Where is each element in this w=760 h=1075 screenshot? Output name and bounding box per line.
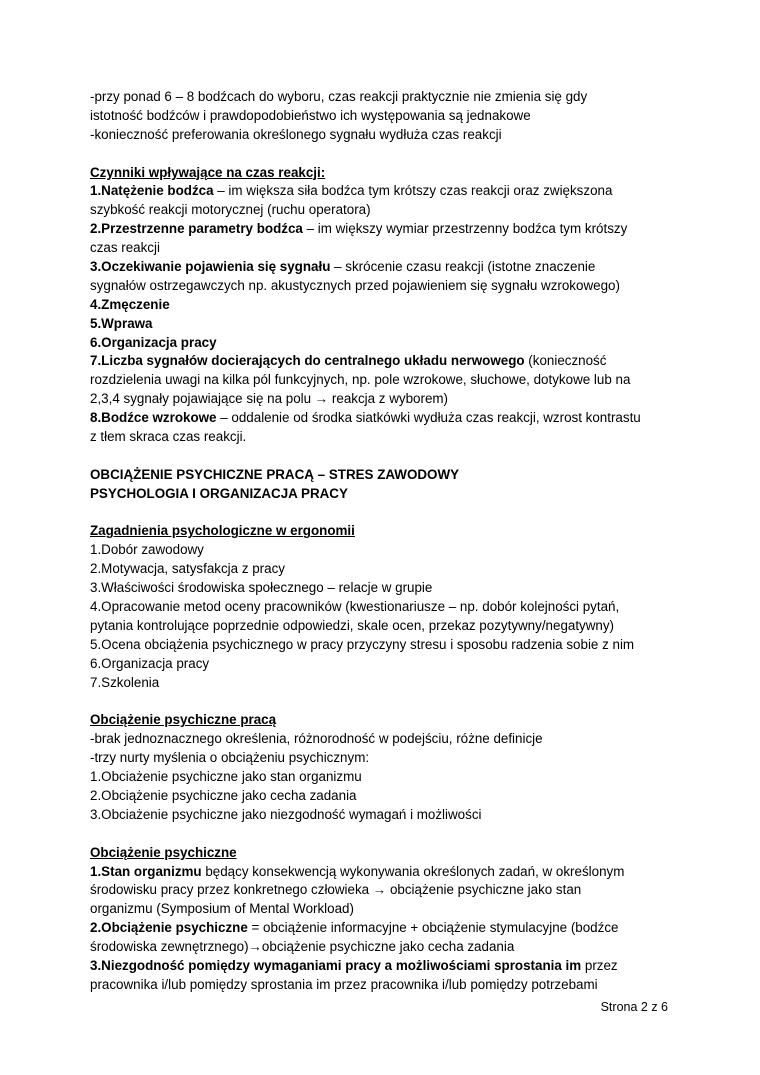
text-line: organizmu (Symposium of Mental Workload)	[90, 901, 354, 917]
arrow-right-icon: →	[372, 882, 387, 898]
list-item: 4.Opracowanie metod oceny pracowników (kwestionariusze – np. dobór kolejności pytań,	[90, 599, 620, 615]
factor-item-2: 2.Przestrzenne parametry bodźca – im większy wymiar przestrzenny bodźca tym krótszy	[90, 221, 628, 237]
list-item: 1.Dobór zawodowy	[90, 542, 204, 558]
text-line: pytania kontrolujące poprzednie odpowiedzi, skale ocen, przekaz pozytywny/negatywny)	[90, 617, 615, 633]
factor-item-4: 4.Zmęczenie	[90, 296, 170, 312]
factor-item-8: 8.Bodźce wzrokowe – oddalenie od środka siatkówki wydłuża czas reakcji, wzrost kontrastu	[90, 410, 641, 426]
page-content	[90, 88, 680, 995]
spacer	[90, 447, 680, 466]
factor-item-1: 1.Natężenie bodźca – im większa siła bodźca tym krótszy czas reakcji oraz zwiększona	[90, 183, 613, 199]
list-item: 5.Ocena obciążenia psychicznego w pracy przyczyny stresu i sposobu radzenia sobie z nim	[90, 636, 635, 652]
spacer	[90, 145, 680, 164]
list-item: 6.Organizacja pracy	[90, 655, 210, 671]
text-line: środowiska zewnętrznego)→obciążenie psychiczne jako cecha zadania	[90, 939, 515, 955]
section-title-line-1: OBCIĄŻENIE PSYCHICZNE PRACĄ – STRES ZAWODOWY	[90, 466, 460, 482]
page-number: Strona 2 z 6	[600, 1000, 668, 1014]
section-heading-load2: Obciążenie psychiczne	[90, 844, 237, 860]
list-item: 2.Obciążenie psychiczne = obciążenie informacyjne + obciążenie stymulacyjne (bodźce	[90, 920, 619, 936]
section-heading-issues: Zagadnienia psychologiczne w ergonomii	[90, 523, 355, 539]
text-line: czas reakcji	[90, 240, 160, 256]
arrow-right-icon: →	[314, 391, 329, 407]
text-line: pracownika i/lub pomiędzy sprostania im przez pracownika i/lub pomiędzy potrzebami	[90, 976, 598, 992]
text-line: z tłem skraca czas reakcji.	[90, 429, 247, 445]
text-line: szybkość reakcji motorycznej (ruchu operatora)	[90, 202, 371, 218]
list-item: 2.Obciążenie psychiczne jako cecha zadania	[90, 787, 357, 803]
text-line: 2,3,4 sygnały pojawiające się na polu → reakcja z wyborem)	[90, 391, 449, 407]
text-line: rozdzielenia uwagi na kilka pól funkcyjnych, np. pole wzrokowe, słuchowe, dotykowe lub na	[90, 372, 631, 388]
section-heading-load: Obciążenie psychiczne pracą	[90, 712, 277, 728]
text-line: sygnałów ostrzegawczych np. akustycznych przed pojawieniem się sygnału wzrokowego)	[90, 277, 620, 293]
arrow-right-icon: →	[248, 939, 262, 955]
factor-item-6: 6.Organizacja pracy	[90, 334, 217, 350]
text-line: -brak jednoznacznego określenia, różnorodność w podejściu, różne definicje	[90, 731, 543, 747]
list-item: 3.Niezgodność pomiędzy wymaganiami pracy a możliwościami sprostania im przez	[90, 957, 618, 973]
text-line: -konieczność preferowania określonego sygnału wydłuża czas reakcji	[90, 126, 502, 142]
text-line: -trzy nurty myślenia o obciążeniu psychicznym:	[90, 750, 370, 766]
text-line: środowisku pracy przez konkretnego człowieka → obciążenie psychiczne jako stan	[90, 882, 582, 898]
spacer	[90, 504, 680, 523]
factor-item-5: 5.Wprawa	[90, 315, 153, 331]
section-heading-factors: Czynniki wpływające na czas reakcji:	[90, 164, 326, 180]
list-item: 2.Motywacja, satysfakcja z pracy	[90, 561, 285, 577]
text-line: -przy ponad 6 – 8 bodźcach do wyboru, czas reakcji praktycznie nie zmienia się gdy	[90, 89, 588, 104]
section-title-line-2: PSYCHOLOGIA I ORGANIZACJA PRACY	[90, 485, 348, 501]
list-item: 3.Właściwości środowiska społecznego – relacje w grupie	[90, 580, 433, 596]
spacer	[90, 825, 680, 844]
factor-item-3: 3.Oczekiwanie pojawienia się sygnału – skrócenie czasu reakcji (istotne znaczenie	[90, 259, 596, 275]
list-item: 1.Obciażenie psychiczne jako stan organizmu	[90, 769, 362, 785]
list-item: 1.Stan organizmu będący konsekwencją wykonywania określonych zadań, w określonym	[90, 863, 625, 879]
spacer	[90, 693, 680, 712]
factor-item-7: 7.Liczba sygnałów docierających do centralnego układu nerwowego (konieczność	[90, 353, 607, 369]
list-item: 7.Szkolenia	[90, 674, 160, 690]
list-item: 3.Obciażenie psychiczne jako niezgodność wymagań i możliwości	[90, 806, 482, 822]
text-line: istotność bodźców i prawdopodobieństwo ich występowania są jednakowe	[90, 107, 531, 123]
